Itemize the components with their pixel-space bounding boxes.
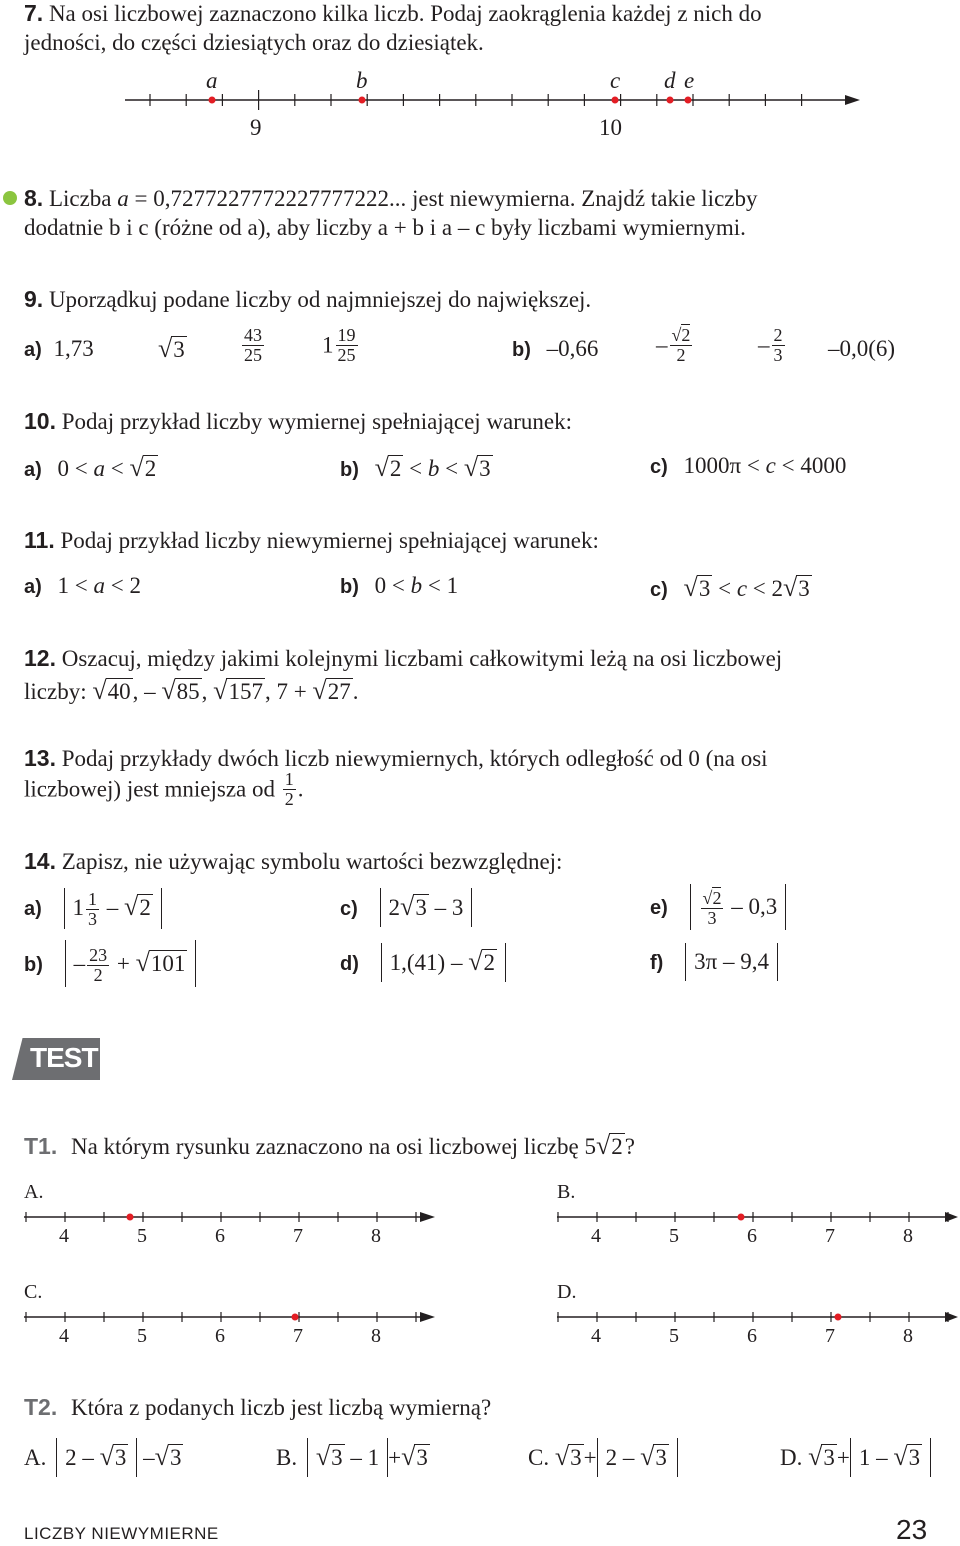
ex8-text-b: = 0,7277227772227777222... jest niewymierna. Znajdź takie liczby [134,186,758,211]
ex12-line2: liczby: √40, – √85, √157, 7 + √27. [24,676,359,705]
ex9-a-row [24,336,94,362]
ex14-c: c) 2√3 – 3 [340,888,472,927]
t1-tick-label: 6 [747,1325,757,1347]
ex7-label-a: a [206,68,218,93]
point-c [612,97,619,104]
t1-tick-label: 5 [137,1225,147,1247]
t1-tick-label: 6 [747,1225,757,1247]
ex7-number-line [125,90,860,110]
test-badge-label: TEST [30,1042,98,1073]
t1-tick-label: 7 [293,1325,303,1347]
ex8-var: a [117,186,129,211]
t2-option-b: B. √3 – 1 +√3 [276,1438,430,1477]
ex8-number: 8. [24,185,44,211]
ex11-line [24,527,599,554]
point-b [359,97,366,104]
ex9-b-label: b) [512,339,531,361]
ex7-label-b: b [356,68,368,93]
point-a [209,97,216,104]
ex14-e: e) $\frac{√2}{3}$ – 0,3 [650,884,786,930]
t2-text: Która z podanych liczb jest liczbą wymierną? [70,1395,492,1420]
ex14-b: b) – $\frac{23}{2}$ + √101 [24,940,196,987]
ex9-a-v1: 1,73 [53,336,94,361]
t1-tick-label: 7 [825,1225,835,1247]
ex10-b: b) √2 < b < √3 [340,453,491,482]
ex10-line [24,408,572,435]
t1-option-d: D. [557,1281,577,1303]
ex12-line1 [24,645,782,672]
t1-tick-label: 8 [903,1225,913,1247]
point-d [667,97,674,104]
ex9-b-frac: – $\frac{2}{3}$ [758,325,783,365]
ex11-number: 11. [24,527,55,553]
ex9-b-sqrtfrac: – $\frac{√2}{2}$ [656,325,691,365]
t1-option-b: B. [557,1181,576,1203]
ex7-tick-10: 10 [599,115,622,140]
ex8-line1 [24,185,758,212]
t1-text: Na którym rysunku zaznaczono na osi liczbowej liczbę 5 [70,1134,596,1159]
point-e [685,97,692,104]
ex8-line2: dodatnie b i c (różne od a), aby liczby a + b i a – c były liczbami wymiernymi. [24,215,746,240]
ex7-label-d: d [664,68,676,93]
t2-line [24,1394,491,1421]
t1-number: T1. [24,1133,58,1159]
ex7-label-e: e [684,68,695,93]
ex9-b-row [512,336,598,362]
ex10-c: c) 1000π < c < 4000 [650,453,847,478]
ex9-a-sqrt: √3 [158,334,185,363]
page-number: 23 [896,1514,928,1545]
ex9-text: Uporządkuj podane liczby od najmniejszej do największej. [48,287,592,312]
ex14-number: 14. [24,848,56,874]
t2-option-c: C. √3+ 2 – √3 [528,1438,678,1477]
t1-tick-label: 5 [137,1325,147,1347]
ex9-a-label: a) [24,339,42,361]
ex7-text-2: jedności, do części dziesiątych oraz do dziesiątek. [24,30,484,55]
t1-option-a: A. [24,1181,44,1203]
ex7-tick-9: 9 [250,115,262,140]
t1-tick-label: 8 [371,1225,381,1247]
t1-a-point [127,1214,134,1221]
ex7-text-1: Na osi liczbowej zaznaczono kilka liczb. Podaj zaokrąglenia każdej z nich do [48,1,762,26]
t2-option-d: D. √3+ 1 – √3 [780,1438,931,1477]
ex10-a: a) 0 < a < √2 [24,453,157,482]
t1-line: T1. Na którym rysunku zaznaczono na osi liczbowej liczbę 5√2? [24,1131,635,1160]
test-badge [8,1038,104,1080]
ex7-number: 7. [24,0,44,26]
t1-tick-label: 8 [903,1325,913,1347]
ex10-number: 10. [24,408,56,434]
ex14-line [24,848,562,875]
t1-option-c: C. [24,1281,43,1303]
t1-tick-label: 4 [591,1225,601,1247]
ex7-label-c: c [610,68,621,93]
ex9-number: 9. [24,286,44,312]
t1-tick-label: 4 [59,1325,69,1347]
ex11-text: Podaj przykład liczby niewymiernej spełniającej warunek: [60,528,599,553]
ex8-text-a: Liczba [48,186,112,211]
ex12-text: Oszacuj, między jakimi kolejnymi liczbami całkowitymi leżą na osi liczbowej [61,646,783,671]
t1-d-point [835,1314,842,1321]
ex9-a-frac: $\frac{43}{25}$ [244,325,262,365]
ex14-a: a) 1 $\frac{1}{3}$ – √2 [24,888,162,929]
ex11-b: b) 0 < b < 1 [340,573,459,598]
ex13-text: Podaj przykłady dwóch liczb niewymiernych, których odległość od 0 (na osi [61,746,768,771]
ex12-number: 12. [24,645,56,671]
ex13-number: 13. [24,745,56,771]
ex10-text: Podaj przykład liczby wymiernej spełniającej warunek: [61,409,573,434]
t1-tick-label: 7 [825,1325,835,1347]
t1-b-point [738,1214,745,1221]
t1-tick-label: 5 [669,1325,679,1347]
ex9-b-v4: –0,0(6) [828,336,896,361]
ex9-b-v1: –0,66 [546,336,599,361]
t1-c-point [292,1314,299,1321]
t1-line-d [557,1312,958,1322]
ex13-line1 [24,745,768,772]
ex9-line [24,286,591,313]
t1-tick-label: 8 [371,1325,381,1347]
t2-option-a: A. 2 – √3 –√3 [24,1438,183,1477]
ex11-c: c) √3 < c < 2√3 [650,573,810,602]
ex9-a-mixed: 1 $\frac{19}{25}$ [322,325,356,365]
t1-line-a [24,1212,435,1222]
footer-section: LICZBY NIEWYMIERNE [24,1524,219,1543]
t1-tick-label: 5 [669,1225,679,1247]
ex13-line2: liczbowej) jest mniejsza od $\frac{1}{2}$ . [24,769,304,809]
ex11-a: a) 1 < a < 2 [24,573,142,598]
t1-tick-label: 4 [591,1325,601,1347]
ex14-text: Zapisz, nie używając symbolu wartości bezwzględnej: [61,849,563,874]
t1-tick-label: 4 [59,1225,69,1247]
t2-number: T2. [24,1394,58,1420]
t1-tick-label: 6 [215,1325,225,1347]
t1-tick-label: 7 [293,1225,303,1247]
ex14-f: f) 3π – 9,4 [650,943,778,981]
t1-line-c [24,1312,435,1322]
t1-line-b [557,1212,958,1222]
green-bullet-icon [3,191,17,205]
ex14-d: d) 1,(41) – √2 [340,943,506,982]
t1-tick-label: 6 [215,1225,225,1247]
